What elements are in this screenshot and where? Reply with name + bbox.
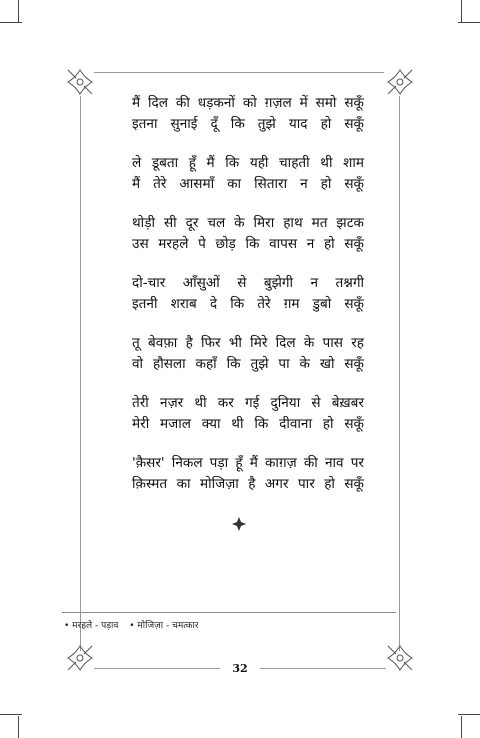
crop-mark xyxy=(458,22,480,23)
verse-line: मैं तेरे आसमाँ का सितारा न हो सकूँ xyxy=(132,176,364,192)
verse-line: ले डूबता हूँ मैं कि यही चाहती थी शाम xyxy=(132,155,364,171)
stanza xyxy=(132,393,364,435)
corner-ornament-icon xyxy=(66,68,94,96)
fleuron-divider-icon xyxy=(232,516,246,530)
footnote: • मोजिज़ा - चमत्कार xyxy=(129,621,199,631)
verse-line: क़िस्मत का मोजिज़ा है अगर पार हो सकूँ xyxy=(132,476,364,492)
stanza xyxy=(132,213,364,255)
footnote-rule xyxy=(62,612,396,613)
frame-top-rule xyxy=(94,72,384,73)
verse-line: इतना सुनाई दूँ कि तुझे याद हो सकूँ xyxy=(132,116,364,132)
verse-line: थोड़ी सी दूर चल के मिरा हाथ मत झटक xyxy=(132,215,364,231)
frame-right-rule xyxy=(399,96,400,651)
crop-mark xyxy=(461,0,462,22)
corner-ornament-icon xyxy=(386,68,414,96)
verse-line: दो-चार आँसुओं से बुझेगी न तश्नगी xyxy=(132,275,364,291)
stanza xyxy=(132,453,364,495)
poem xyxy=(132,93,364,513)
verse-line: मैं दिल की धड़कनों को ग़ज़ल में समो सकूँ xyxy=(132,95,364,111)
frame-left-rule xyxy=(80,96,81,651)
crop-mark xyxy=(458,714,480,715)
stanza xyxy=(132,273,364,315)
stanza xyxy=(132,93,364,135)
verse-line: तेरी नज़र थी कर गई दुनिया से बेख़बर xyxy=(132,395,364,411)
crop-mark xyxy=(0,22,22,23)
crop-mark xyxy=(0,714,22,715)
stanza xyxy=(132,333,364,375)
verse-line: मेरी मजाल क्या थी कि दीवाना हो सकूँ xyxy=(132,416,364,432)
page-number: 32 xyxy=(232,662,248,675)
verse-line: वो हौसला कहाँ कि तुझे पा के खो सकूँ xyxy=(132,356,364,372)
verse-line: उस मरहले पे छोड़ कि वापस न हो सकूँ xyxy=(132,236,364,252)
crop-mark xyxy=(461,716,462,738)
verse-line: तू बेवफ़ा है फिर भी मिरे दिल के पास रह xyxy=(132,335,364,351)
stanza xyxy=(132,153,364,195)
verse-line: इतनी शराब दे कि तेरे ग़म डुबो सकूँ xyxy=(132,296,364,312)
footnote: • मरहले - पड़ाव xyxy=(64,621,119,631)
footnotes xyxy=(64,618,207,631)
crop-mark xyxy=(18,0,19,22)
crop-mark xyxy=(18,716,19,738)
verse-line: 'क़ैसर' निकल पड़ा हूँ मैं काग़ज़ की नाव पर xyxy=(132,455,364,471)
